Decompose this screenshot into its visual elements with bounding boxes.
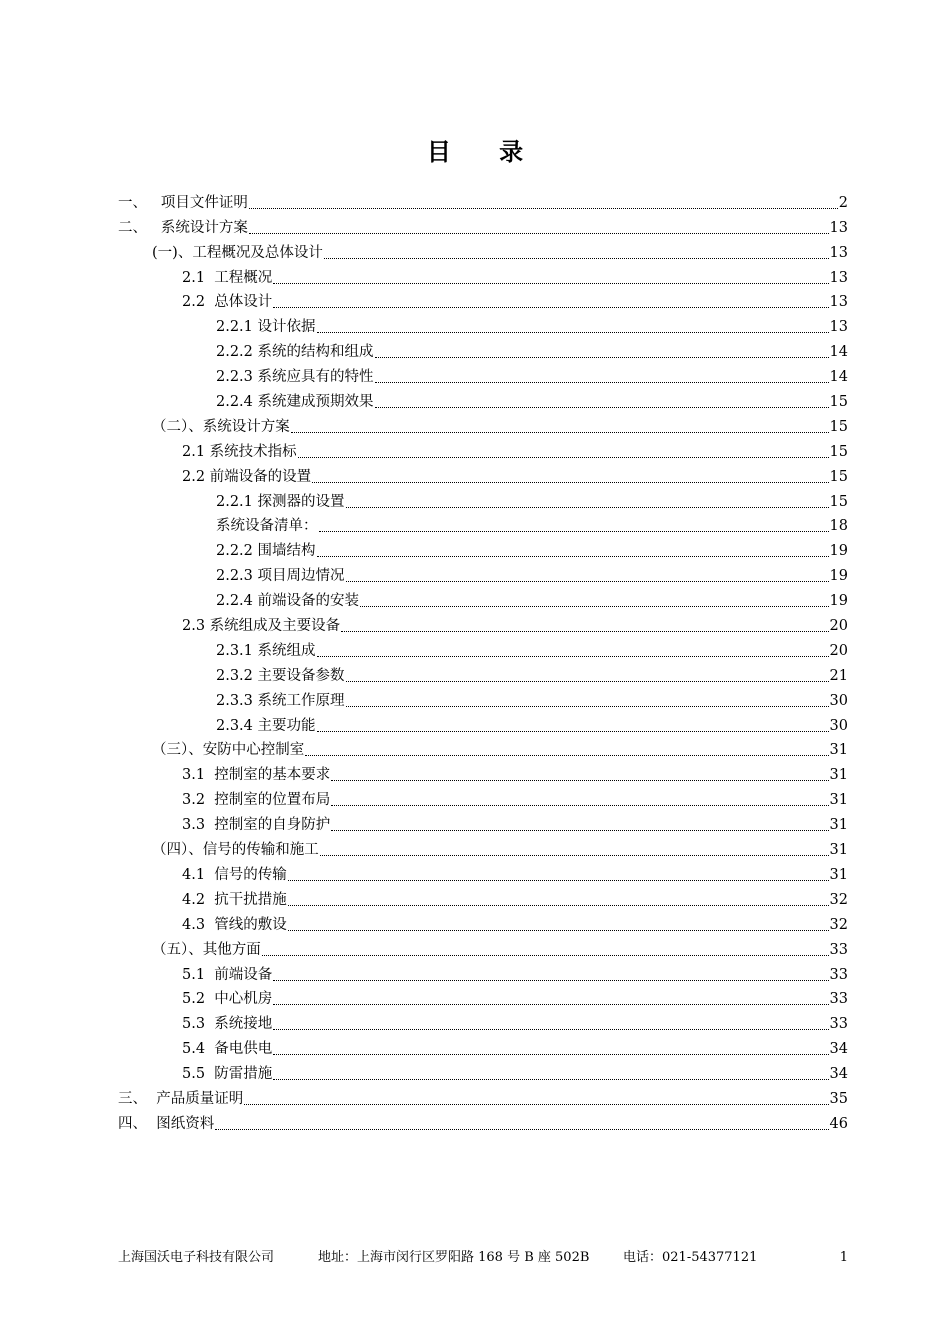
toc-entry-label: 3.1 控制室的基本要求: [182, 767, 331, 784]
toc-entry-page: 14: [829, 344, 848, 361]
toc-entry-page: 31: [829, 742, 848, 759]
toc-entry-label: 一、 项目文件证明: [118, 194, 248, 211]
toc-dot-leader: [375, 406, 829, 408]
toc-entry-label: 2.2.2 系统的结构和组成: [216, 344, 374, 361]
toc-dot-leader: [244, 1103, 828, 1105]
toc-entry[interactable]: [118, 437, 848, 462]
toc-entry-page: 31: [829, 842, 848, 859]
toc-entry[interactable]: [118, 462, 848, 487]
toc-entry-label: 系统设备清单：: [216, 518, 318, 535]
toc-entry-label: 5.5 防雷措施: [182, 1066, 273, 1083]
toc-dot-leader: [331, 779, 828, 781]
footer-phone: 电话：021-54377121: [623, 1250, 758, 1265]
toc-entry-page: 13: [829, 269, 848, 286]
toc-entry[interactable]: [118, 711, 848, 736]
toc-entry-label: 4.1 信号的传输: [182, 866, 287, 883]
toc-entry[interactable]: [118, 536, 848, 561]
toc-entry[interactable]: [118, 213, 848, 238]
toc-dot-leader: [288, 904, 829, 906]
toc-entry[interactable]: [118, 188, 848, 213]
toc-entry[interactable]: [118, 760, 848, 785]
toc-entry[interactable]: [118, 238, 848, 263]
toc-dot-leader: [317, 730, 829, 732]
toc-entry-label: 2.2 前端设备的设置: [182, 468, 312, 485]
toc-entry-label: （五）、其他方面: [152, 941, 261, 958]
toc-entry-label: 四、 图纸资料: [118, 1115, 215, 1132]
toc-dot-leader: [341, 630, 828, 632]
toc-entry-page: 15: [829, 418, 848, 435]
toc-dot-leader: [331, 829, 828, 831]
toc-entry-label: 5.2 中心机房: [182, 991, 273, 1008]
toc-dot-leader: [360, 605, 829, 607]
toc-dot-leader: [346, 506, 829, 508]
toc-entry[interactable]: [118, 860, 848, 885]
toc-dot-leader: [317, 555, 829, 557]
toc-entry-label: 4.2 抗干扰措施: [182, 891, 287, 908]
toc-dot-leader: [375, 381, 829, 383]
toc-entry-label: 2.2.3 项目周边情况: [216, 568, 345, 585]
toc-entry-page: 15: [829, 493, 848, 510]
toc-entry-label: 2.3.4 主要功能: [216, 717, 316, 734]
table-of-contents: [118, 188, 848, 1134]
toc-entry-page: 34: [829, 1041, 848, 1058]
footer-page-number: 1: [839, 1250, 848, 1265]
toc-entry-page: 31: [829, 866, 848, 883]
toc-dot-leader: [288, 879, 829, 881]
toc-entry[interactable]: [118, 1009, 848, 1034]
toc-entry[interactable]: [118, 611, 848, 636]
toc-dot-leader: [346, 705, 829, 707]
toc-entry-label: 二、 系统设计方案: [118, 219, 248, 236]
toc-entry-page: 31: [829, 792, 848, 809]
toc-entry-page: 15: [829, 443, 848, 460]
toc-entry[interactable]: [118, 810, 848, 835]
toc-entry[interactable]: [118, 636, 848, 661]
toc-dot-leader: [273, 1028, 828, 1030]
toc-entry-label: 3.2 控制室的位置布局: [182, 792, 331, 809]
toc-entry-page: 46: [829, 1115, 848, 1132]
toc-dot-leader: [249, 232, 829, 234]
toc-entry-page: 2: [838, 194, 848, 211]
toc-dot-leader: [317, 655, 829, 657]
toc-dot-leader: [262, 954, 829, 956]
toc-entry[interactable]: [118, 512, 848, 537]
toc-dot-leader: [291, 431, 829, 433]
toc-entry-label: 2.2.1 探测器的设置: [216, 493, 345, 510]
toc-dot-leader: [319, 530, 829, 532]
toc-entry-label: (一)、工程概况及总体设计: [152, 244, 323, 261]
toc-entry[interactable]: [118, 586, 848, 611]
footer-address: 地址：上海市闵行区罗阳路 168 号 B 座 502B: [318, 1250, 590, 1265]
toc-entry-page: 14: [829, 369, 848, 386]
toc-entry[interactable]: [118, 1059, 848, 1084]
toc-dot-leader: [317, 331, 829, 333]
toc-entry-page: 33: [829, 1016, 848, 1033]
toc-entry-page: 15: [829, 468, 848, 485]
toc-entry-page: 33: [829, 966, 848, 983]
toc-entry[interactable]: [118, 985, 848, 1010]
toc-entry-page: 20: [829, 618, 848, 635]
toc-entry-page: 13: [829, 219, 848, 236]
toc-entry[interactable]: [118, 312, 848, 337]
toc-entry[interactable]: [118, 387, 848, 412]
toc-entry[interactable]: [118, 785, 848, 810]
toc-entry-page: 33: [829, 991, 848, 1008]
toc-dot-leader: [298, 456, 829, 458]
toc-entry-label: 2.2 总体设计: [182, 294, 273, 311]
toc-dot-leader: [273, 306, 828, 308]
toc-entry[interactable]: [118, 686, 848, 711]
page-footer: [118, 1248, 848, 1268]
toc-entry-label: 2.3.3 系统工作原理: [216, 692, 345, 709]
toc-dot-leader: [215, 1128, 828, 1130]
toc-entry[interactable]: [118, 661, 848, 686]
toc-entry[interactable]: [118, 736, 848, 761]
toc-entry-page: 19: [829, 543, 848, 560]
toc-entry[interactable]: [118, 263, 848, 288]
toc-entry[interactable]: [118, 835, 848, 860]
toc-entry-page: 30: [829, 717, 848, 734]
toc-entry-label: 2.1 工程概况: [182, 269, 273, 286]
footer-company: 上海国沃电子科技有限公司: [118, 1250, 275, 1265]
toc-entry[interactable]: [118, 910, 848, 935]
toc-entry-label: 2.3.1 系统组成: [216, 642, 316, 659]
toc-entry-label: 2.2.2 围墙结构: [216, 543, 316, 560]
toc-entry-page: 13: [829, 319, 848, 336]
toc-entry-label: 2.3.2 主要设备参数: [216, 667, 345, 684]
toc-entry[interactable]: [118, 561, 848, 586]
toc-entry-page: 30: [829, 692, 848, 709]
toc-entry[interactable]: [118, 1034, 848, 1059]
toc-entry-page: 34: [829, 1066, 848, 1083]
toc-entry-page: 32: [829, 891, 848, 908]
toc-entry-label: 5.3 系统接地: [182, 1016, 273, 1033]
toc-entry-page: 35: [829, 1090, 848, 1107]
toc-entry-page: 21: [829, 667, 848, 684]
toc-entry[interactable]: [118, 362, 848, 387]
toc-dot-leader: [375, 356, 829, 358]
toc-dot-leader: [346, 680, 829, 682]
toc-dot-leader: [273, 1053, 828, 1055]
toc-dot-leader: [273, 282, 828, 284]
toc-entry-label: 3.3 控制室的自身防护: [182, 817, 331, 834]
toc-dot-leader: [320, 854, 829, 856]
toc-entry[interactable]: [118, 412, 848, 437]
toc-entry-label: （三）、安防中心控制室: [152, 742, 305, 759]
toc-dot-leader: [346, 580, 829, 582]
toc-entry-label: 2.1 系统技术指标: [182, 443, 297, 460]
toc-entry-label: 2.2.3 系统应具有的特性: [216, 369, 374, 386]
toc-dot-leader: [312, 481, 828, 483]
toc-entry-page: 32: [829, 916, 848, 933]
toc-entry-label: （四）、信号的传输和施工: [152, 842, 319, 859]
toc-entry[interactable]: [118, 885, 848, 910]
toc-dot-leader: [305, 754, 828, 756]
toc-entry-page: 13: [829, 244, 848, 261]
toc-dot-leader: [273, 1078, 828, 1080]
toc-entry-page: 33: [829, 941, 848, 958]
toc-entry-label: 4.3 管线的敷设: [182, 916, 287, 933]
toc-entry-page: 19: [829, 593, 848, 610]
toc-entry[interactable]: [118, 337, 848, 362]
toc-entry-label: 5.4 备电供电: [182, 1041, 273, 1058]
toc-entry-page: 13: [829, 294, 848, 311]
toc-entry-page: 20: [829, 642, 848, 659]
page-title: 目 录: [426, 137, 544, 166]
toc-entry-label: 2.2.1 设计依据: [216, 319, 316, 336]
toc-dot-leader: [331, 804, 828, 806]
toc-entry-page: 31: [829, 817, 848, 834]
toc-dot-leader: [324, 257, 829, 259]
toc-entry[interactable]: [118, 1109, 848, 1134]
toc-entry-label: 2.3 系统组成及主要设备: [182, 618, 341, 635]
toc-entry-page: 31: [829, 767, 848, 784]
toc-entry[interactable]: [118, 935, 848, 960]
toc-dot-leader: [288, 929, 829, 931]
toc-entry-label: （二）、系统设计方案: [152, 418, 290, 435]
toc-entry-page: 15: [829, 394, 848, 411]
toc-entry-label: 2.2.4 前端设备的安装: [216, 593, 360, 610]
toc-entry[interactable]: [118, 1084, 848, 1109]
toc-dot-leader: [249, 207, 838, 209]
toc-entry-page: 19: [829, 568, 848, 585]
toc-entry-label: 2.2.4 系统建成预期效果: [216, 394, 374, 411]
toc-dot-leader: [273, 979, 828, 981]
toc-dot-leader: [273, 1003, 828, 1005]
toc-entry[interactable]: [118, 487, 848, 512]
toc-entry-page: 18: [829, 518, 848, 535]
toc-entry[interactable]: [118, 960, 848, 985]
toc-entry-label: 5.1 前端设备: [182, 966, 273, 983]
toc-entry-label: 三、 产品质量证明: [118, 1090, 244, 1107]
toc-entry[interactable]: [118, 288, 848, 313]
